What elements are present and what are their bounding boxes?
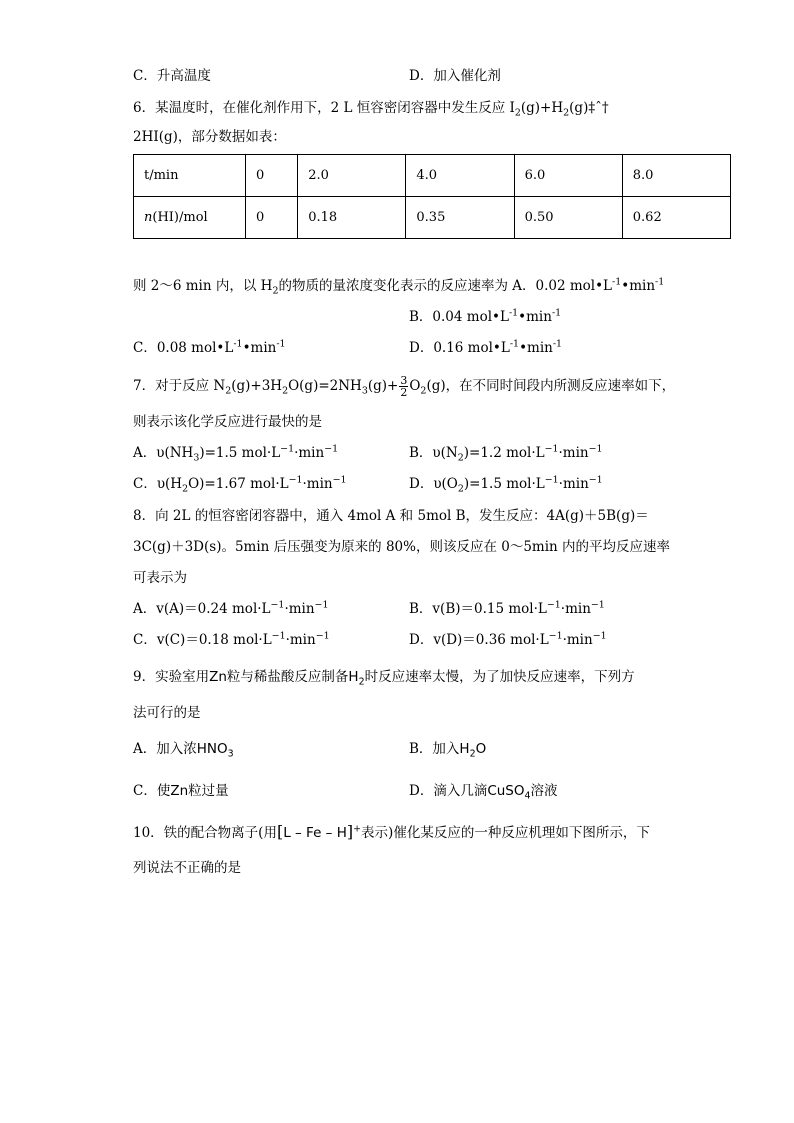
table-cell: 0: [246, 197, 298, 239]
table-cell: t/min: [134, 155, 246, 197]
q7-option-b: B．$\upsilon(N_2)=1.2$ $mol\cdot L^{-1}\cdot\min^{-1}$: [409, 443, 603, 464]
table-row: [134, 155, 731, 197]
q10-stem-line2: 列说法不正确的是: [133, 860, 241, 876]
q7-option-c: C．$\upsilon(H_2O)=1.67$ $mol\cdot L^{-1}\cdot\min^{-1}$: [133, 474, 347, 495]
table-cell: 0: [246, 155, 298, 197]
q9-option-d: D．滴入几滴CuSO$_4$溶液: [409, 783, 558, 802]
q7-stem-line2: 则表示该化学反应进行最快的是: [133, 414, 322, 430]
q8-option-d: D．v(D)＝0.36 $mol\cdot L^{-1}\cdot\min^{-1}$: [409, 630, 607, 648]
q8-stem-line1: 8．向 2L 的恒容密闭容器中，通入 4mol A 和 5mol B，发生反应：4A(g)＋5B(g)＝: [133, 508, 649, 524]
table-cell: 0.50: [514, 197, 622, 239]
q7-option-d: D．$\upsilon(O_2)=1.5$ $mol\cdot L^{-1}\cdot\min^{-1}$: [409, 474, 603, 495]
q6-option-c: C．0.08 $mol•L^{-1}•\min^{-1}$: [133, 338, 286, 356]
table-row: [134, 197, 731, 239]
table-cell: 0.18: [298, 197, 406, 239]
q8-stem-line2: 3C(g)＋3D(s)。5min 后压强变为原来的 80%，则该反应在 0～5min 内的平均反应速率: [133, 539, 671, 555]
q9-option-c: C．使Zn粒过量: [133, 783, 229, 799]
table-cell: 8.0: [622, 155, 730, 197]
q6-option-b: B．0.04 $mol•L^{-1}•\min^{-1}$: [409, 307, 562, 325]
left-bracket: [: [276, 822, 284, 841]
table-cell: 0.35: [406, 197, 514, 239]
q5-option-d: D．加入催化剂: [409, 68, 501, 84]
q6-option-d: D．0.16 $mol•L^{-1}•\min^{-1}$: [409, 338, 563, 356]
table-cell: 0.62: [622, 197, 730, 239]
right-bracket: ]: [346, 822, 354, 841]
q6-stem-line2: 2HI(g)，部分数据如表：: [133, 129, 286, 145]
table-cell: 6.0: [514, 155, 622, 197]
q9-stem-line1: 9．实验室用Zn粒与稀盐酸反应制备$H_2$时反应速率太慢，为了加快反应速率，下列方: [133, 669, 635, 688]
q10-stem-line1: 10．铁的配合物离子(用[L – Fe – H]+表示)催化某反应的一种反应机理如下图所示，下: [133, 822, 650, 841]
q6-stem-line1: 6．某温度时，在催化剂作用下，2 L 恒容密闭容器中发生反应 $I_2(g)+H_2(g)\ddagger ˆ\dagger$: [133, 100, 609, 119]
table-cell: 4.0: [406, 155, 514, 197]
q9-option-a: A．加入浓$HNO_3$: [133, 741, 234, 760]
q8-option-b: B．v(B)＝0.15 $mol\cdot L^{-1}\cdot\min^{-1}$: [409, 599, 605, 617]
table-cell: 2.0: [298, 155, 406, 197]
q7-stem-line1: 7．对于反应 $N_2(g)+3H_2O(g)=2NH_3(g)+$ $\frac{3}{2}$ $O_2(g)$，在不同时间段内所测反应速率如下，: [133, 374, 676, 399]
table-cell: n(HI)/mol: [134, 197, 246, 239]
q7-option-a: A．$\upsilon(NH_3)=1.5$ $mol\cdot L^{-1}\cdot\min^{-1}$: [133, 443, 339, 464]
q8-option-c: C．v(C)＝0.18 $mol\cdot L^{-1}\cdot\min^{-1}$: [133, 630, 330, 648]
q9-option-b: B．加入$H_2O$: [409, 741, 487, 760]
q6-question: 则 2～6 min 内，以 $H_2$的物质的量浓度变化表示的反应速率为 A．0.02 $mol•L^{-1}•\min^{-1}$: [133, 276, 665, 297]
q8-stem-line3: 可表示为: [133, 570, 187, 586]
fraction: $\frac{3}{2}$: [400, 374, 408, 399]
q9-stem-line2: 法可行的是: [133, 705, 201, 721]
q6-data-table: [133, 154, 731, 239]
q8-option-a: A．v(A)＝0.24 $mol\cdot L^{-1}\cdot\min^{-1}$: [133, 599, 329, 617]
q5-option-c: C．升高温度: [133, 68, 211, 84]
